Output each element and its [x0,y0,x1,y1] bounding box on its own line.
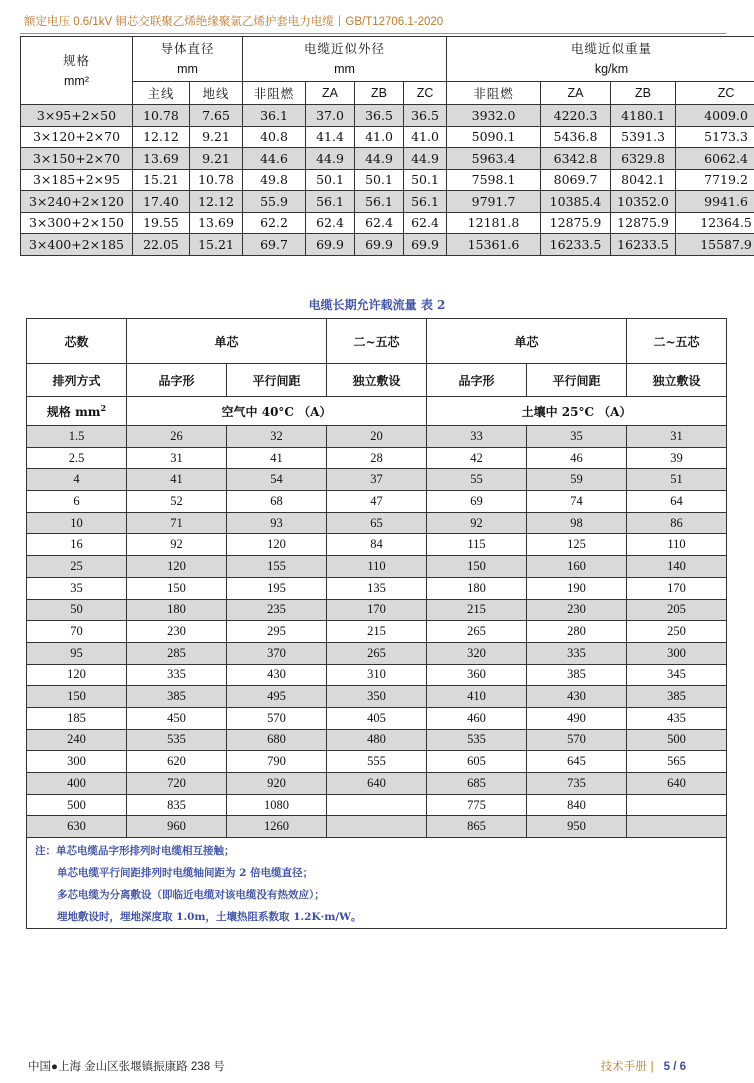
dimension-cell: 8042.1 [611,169,676,191]
dimension-cell: 3932.0 [447,105,541,127]
ampacity-cell: 500 [627,729,727,751]
dimension-cell: 12875.9 [541,212,611,234]
dimension-cell: 50.1 [404,169,447,191]
dimension-cell: 6342.8 [541,148,611,170]
ampacity-cell: 215 [327,621,427,643]
table-row [27,534,727,556]
ampacity-cell: 20 [327,426,427,448]
dimension-cell: 50.1 [306,169,355,191]
ampacity-cell: 50 [27,599,127,621]
subheader-wt-zb: ZB [611,82,676,105]
ampacity-cell: 71 [127,512,227,534]
ampacity-cell: 535 [127,729,227,751]
ampacity-cell: 230 [127,621,227,643]
size-header-label: 规格 mm [46,404,101,419]
dimension-cell: 5963.4 [447,148,541,170]
dimension-cell: 7598.1 [447,169,541,191]
ampacity-cell: 93 [227,512,327,534]
table-row [27,751,727,773]
cable-dimension-table [20,36,754,256]
footer-page-number: 5 / 6 [663,1061,686,1073]
table-row [27,469,727,491]
ampacity-cell: 950 [527,816,627,838]
dimension-cell: 37.0 [306,105,355,127]
table-row [27,556,727,578]
dimension-cell: 44.6 [243,148,306,170]
subheader-od-zc: ZC [404,82,447,105]
dimension-cell: 56.1 [404,191,447,213]
dimension-cell: 5173.3 [676,126,754,148]
dimension-cell: 40.8 [243,126,306,148]
ampacity-cell: 320 [427,642,527,664]
ampacity-cell: 960 [127,816,227,838]
ampacity-cell: 565 [627,751,727,773]
dimension-cell: 62.4 [355,212,404,234]
ampacity-cell: 39 [627,447,727,469]
footer-separator: | [650,1061,654,1073]
dimension-cell: 44.9 [404,148,447,170]
ampacity-cell: 59 [527,469,627,491]
ampacity-cell: 31 [627,426,727,448]
dimension-cell: 6062.4 [676,148,754,170]
note-3: 多芯电缆为分离敷设（即临近电缆对该电缆没有热效应）； [57,889,325,902]
soil-multi-core-header: 二~五芯 [627,319,727,364]
air-condition-header: 空气中 40°C （A） [127,397,427,426]
ampacity-cell: 1080 [227,794,327,816]
ampacity-cell: 345 [627,664,727,686]
dimension-cell: 3×400+2×185 [21,234,133,256]
ampacity-cell: 310 [327,664,427,686]
dimension-cell: 69.9 [355,234,404,256]
dimension-cell: 6329.8 [611,148,676,170]
subheader-wt-non-flame: 非阻燃 [447,82,541,105]
table-row [27,686,727,708]
ampacity-cell: 285 [127,642,227,664]
table-row [21,212,754,234]
ampacity-cell: 54 [227,469,327,491]
outer-diameter-label: 电缆近似外径 [304,41,386,56]
ampacity-cell: 335 [527,642,627,664]
current-rating-table [26,318,727,929]
ampacity-cell: 135 [327,577,427,599]
ampacity-cell: 170 [327,599,427,621]
table-row [27,491,727,513]
dimension-cell: 55.9 [243,191,306,213]
table-row [27,426,727,448]
dimension-cell: 10352.0 [611,191,676,213]
ampacity-cell: 295 [227,621,327,643]
table-row [27,707,727,729]
header-divider [20,33,726,34]
subheader-wt-za: ZA [541,82,611,105]
footer-manual-label: 技术手册 [600,1061,647,1073]
air-multi-core-header: 二~五芯 [327,319,427,364]
ampacity-cell: 1.5 [27,426,127,448]
subheader-od-za: ZA [306,82,355,105]
ampacity-cell: 535 [427,729,527,751]
ampacity-cell: 480 [327,729,427,751]
ampacity-cell [627,794,727,816]
table-row [21,126,754,148]
ampacity-cell: 300 [27,751,127,773]
ampacity-cell: 685 [427,773,527,795]
ampacity-cell: 41 [227,447,327,469]
ampacity-cell: 70 [27,621,127,643]
dimension-cell: 13.69 [133,148,190,170]
ampacity-cell: 51 [627,469,727,491]
ampacity-cell: 52 [127,491,227,513]
dimension-cell: 7719.2 [676,169,754,191]
dimension-cell: 44.9 [306,148,355,170]
ampacity-cell: 98 [527,512,627,534]
dimension-cell: 44.9 [355,148,404,170]
dimension-cell: 12181.8 [447,212,541,234]
table-row [27,642,727,664]
ampacity-cell: 180 [427,577,527,599]
dimension-cell: 8069.7 [541,169,611,191]
dimension-cell: 15587.9 [676,234,754,256]
ampacity-cell: 1260 [227,816,327,838]
dimension-cell: 69.9 [404,234,447,256]
ampacity-cell [627,816,727,838]
dimension-cell: 7.65 [190,105,243,127]
conductor-diameter-header [133,37,243,82]
ampacity-cell: 160 [527,556,627,578]
ampacity-cell: 47 [327,491,427,513]
dimension-cell: 9791.7 [447,191,541,213]
dimension-cell: 17.40 [133,191,190,213]
table-row [27,773,727,795]
subheader-od-zb: ZB [355,82,404,105]
ampacity-cell: 150 [427,556,527,578]
dimension-cell: 4180.1 [611,105,676,127]
ampacity-cell: 120 [27,664,127,686]
ampacity-cell: 570 [227,707,327,729]
dimension-cell: 4220.3 [541,105,611,127]
soil-trefoil-header: 品字形 [427,364,527,397]
ampacity-cell: 37 [327,469,427,491]
ampacity-cell: 300 [627,642,727,664]
table-row [27,447,727,469]
note-2: 单芯电缆平行间距排列时电缆轴间距为 2 倍电缆直径； [57,867,314,880]
dimension-cell: 3×300+2×150 [21,212,133,234]
table-row [27,664,727,686]
ampacity-cell: 385 [627,686,727,708]
air-trefoil-header: 品字形 [127,364,227,397]
dimension-cell: 50.1 [355,169,404,191]
ampacity-cell: 86 [627,512,727,534]
ampacity-cell: 495 [227,686,327,708]
dimension-cell: 13.69 [190,212,243,234]
ampacity-cell: 500 [27,794,127,816]
ampacity-cell: 640 [327,773,427,795]
ampacity-cell: 65 [327,512,427,534]
arrangement-header: 排列方式 [27,364,127,397]
subheader-wt-zc: ZC [676,82,754,105]
ampacity-cell: 240 [27,729,127,751]
ampacity-cell: 155 [227,556,327,578]
ampacity-cell: 630 [27,816,127,838]
ampacity-cell: 265 [427,621,527,643]
dimension-cell: 10385.4 [541,191,611,213]
ampacity-cell: 115 [427,534,527,556]
ampacity-cell: 150 [127,577,227,599]
ampacity-cell: 720 [127,773,227,795]
ampacity-cell: 490 [527,707,627,729]
dimension-cell: 56.1 [355,191,404,213]
ampacity-cell: 42 [427,447,527,469]
soil-separate-header: 独立敷设 [627,364,727,397]
ampacity-cell: 790 [227,751,327,773]
dimension-cell: 12.12 [133,126,190,148]
note-1: 注：单芯电缆品字形排列时电缆相互接触； [35,845,235,858]
dimension-cell: 15361.6 [447,234,541,256]
ampacity-cell: 10 [27,512,127,534]
ampacity-cell: 680 [227,729,327,751]
table-row [27,816,727,838]
ampacity-cell: 280 [527,621,627,643]
table-row [27,577,727,599]
ampacity-cell: 32 [227,426,327,448]
outer-diameter-header [243,37,447,82]
ampacity-cell: 385 [527,664,627,686]
subheader-earth-conductor: 地线 [190,82,243,105]
ampacity-cell: 125 [527,534,627,556]
ampacity-cell: 31 [127,447,227,469]
ampacity-cell: 370 [227,642,327,664]
subheader-od-non-flame: 非阻燃 [243,82,306,105]
ampacity-cell: 450 [127,707,227,729]
ampacity-cell: 250 [627,621,727,643]
table-row [21,105,754,127]
dimension-cell: 5391.3 [611,126,676,148]
cores-header: 芯数 [27,319,127,364]
dimension-cell: 10.78 [133,105,190,127]
ampacity-cell: 55 [427,469,527,491]
ampacity-cell: 430 [227,664,327,686]
ampacity-cell: 46 [527,447,627,469]
ampacity-cell [327,794,427,816]
dimension-cell: 4009.0 [676,105,754,127]
ampacity-cell: 185 [27,707,127,729]
table-row [21,191,754,213]
size-header [27,397,127,426]
conductor-diameter-unit: mm [177,62,198,76]
footer-address: 中国●上海 金山区张堰镇振康路 238 号 [28,1061,225,1073]
table-row [27,621,727,643]
table-row [21,169,754,191]
ampacity-cell: 195 [227,577,327,599]
spec-header-label: 规格 [62,52,90,68]
dimension-cell: 15.21 [190,234,243,256]
ampacity-cell: 190 [527,577,627,599]
dimension-cell: 9941.6 [676,191,754,213]
ampacity-cell: 410 [427,686,527,708]
dimension-cell: 36.1 [243,105,306,127]
ampacity-cell: 460 [427,707,527,729]
air-separate-header: 独立敷设 [327,364,427,397]
ampacity-cell: 265 [327,642,427,664]
dimension-cell: 3×185+2×95 [21,169,133,191]
ampacity-cell: 64 [627,491,727,513]
ampacity-cell: 92 [427,512,527,534]
ampacity-cell: 28 [327,447,427,469]
ampacity-cell: 35 [27,577,127,599]
table-row [27,794,727,816]
ampacity-cell: 4 [27,469,127,491]
ampacity-cell: 645 [527,751,627,773]
ampacity-cell: 74 [527,491,627,513]
ampacity-cell: 430 [527,686,627,708]
dimension-cell: 5090.1 [447,126,541,148]
dimension-cell: 16233.5 [541,234,611,256]
ampacity-cell: 16 [27,534,127,556]
dimension-cell: 3×150+2×70 [21,148,133,170]
weight-label: 电缆近似重量 [571,41,653,56]
ampacity-cell: 640 [627,773,727,795]
ampacity-cell: 230 [527,599,627,621]
ampacity-cell: 215 [427,599,527,621]
dimension-cell: 36.5 [355,105,404,127]
dimension-cell: 9.21 [190,126,243,148]
table-row [27,512,727,534]
dimension-cell: 3×240+2×120 [21,191,133,213]
dimension-cell: 5436.8 [541,126,611,148]
note-4: 埋地敷设时，埋地深度取 1.0m，土壤热阻系数取 1.2K·m/W。 [57,911,362,924]
ampacity-cell: 33 [427,426,527,448]
dimension-cell: 3×120+2×70 [21,126,133,148]
ampacity-cell: 335 [127,664,227,686]
soil-flat-header: 平行间距 [527,364,627,397]
dimension-cell: 62.2 [243,212,306,234]
dimension-cell: 3×95+2×50 [21,105,133,127]
ampacity-cell: 120 [227,534,327,556]
ampacity-cell: 620 [127,751,227,773]
ampacity-cell: 775 [427,794,527,816]
notes-cell [27,838,727,929]
ampacity-cell: 69 [427,491,527,513]
soil-condition-header: 土壤中 25°C （A） [427,397,727,426]
ampacity-cell: 350 [327,686,427,708]
dimension-cell: 19.55 [133,212,190,234]
weight-unit: kg/km [594,62,629,76]
ampacity-cell: 120 [127,556,227,578]
size-header-sup: 2 [100,402,107,413]
air-flat-header: 平行间距 [227,364,327,397]
weight-header [447,37,754,82]
ampacity-cell: 25 [27,556,127,578]
ampacity-cell: 570 [527,729,627,751]
ampacity-cell: 140 [627,556,727,578]
dimension-cell: 41.0 [355,126,404,148]
subheader-main-conductor: 主线 [133,82,190,105]
dimension-cell: 10.78 [190,169,243,191]
dimension-cell: 62.4 [404,212,447,234]
ampacity-cell: 26 [127,426,227,448]
ampacity-cell: 95 [27,642,127,664]
ampacity-cell: 6 [27,491,127,513]
ampacity-cell: 235 [227,599,327,621]
dimension-cell: 12875.9 [611,212,676,234]
dimension-cell: 16233.5 [611,234,676,256]
spec-header-unit: mm² [64,73,89,88]
ampacity-cell: 835 [127,794,227,816]
outer-diameter-unit: mm [334,62,355,76]
ampacity-cell: 110 [627,534,727,556]
conductor-diameter-label: 导体直径 [160,41,215,56]
ampacity-cell: 180 [127,599,227,621]
ampacity-cell: 170 [627,577,727,599]
ampacity-cell: 865 [427,816,527,838]
ampacity-cell: 35 [527,426,627,448]
ampacity-cell: 555 [327,751,427,773]
ampacity-cell: 435 [627,707,727,729]
dimension-cell: 36.5 [404,105,447,127]
air-single-core-header: 单芯 [127,319,327,364]
ampacity-cell: 205 [627,599,727,621]
ampacity-cell: 92 [127,534,227,556]
dimension-cell: 56.1 [306,191,355,213]
dimension-cell: 62.4 [306,212,355,234]
dimension-cell: 12.12 [190,191,243,213]
table2-title: 电缆长期允许载流量 表 2 [308,298,446,312]
dimension-cell: 9.21 [190,148,243,170]
table-row [21,148,754,170]
document-header-title: 额定电压 0.6/1kV 铜芯交联聚乙烯绝缘聚氯乙烯护套电力电缆丨GB/T12706.1-2020 [24,16,444,28]
ampacity-cell: 84 [327,534,427,556]
ampacity-cell: 920 [227,773,327,795]
ampacity-cell: 68 [227,491,327,513]
table-row [27,729,727,751]
ampacity-cell: 385 [127,686,227,708]
ampacity-cell: 41 [127,469,227,491]
dimension-cell: 69.7 [243,234,306,256]
ampacity-cell [327,816,427,838]
ampacity-cell: 150 [27,686,127,708]
ampacity-cell: 605 [427,751,527,773]
ampacity-cell: 405 [327,707,427,729]
ampacity-cell: 110 [327,556,427,578]
dimension-cell: 41.4 [306,126,355,148]
dimension-cell: 22.05 [133,234,190,256]
spec-header [21,37,133,105]
table-row [21,234,754,256]
table-row [27,599,727,621]
ampacity-cell: 400 [27,773,127,795]
ampacity-cell: 840 [527,794,627,816]
soil-single-core-header: 单芯 [427,319,627,364]
ampacity-cell: 2.5 [27,447,127,469]
dimension-cell: 12364.5 [676,212,754,234]
dimension-cell: 15.21 [133,169,190,191]
dimension-cell: 49.8 [243,169,306,191]
footer-right [601,1058,686,1074]
dimension-cell: 69.9 [306,234,355,256]
dimension-cell: 41.0 [404,126,447,148]
ampacity-cell: 735 [527,773,627,795]
ampacity-cell: 360 [427,664,527,686]
